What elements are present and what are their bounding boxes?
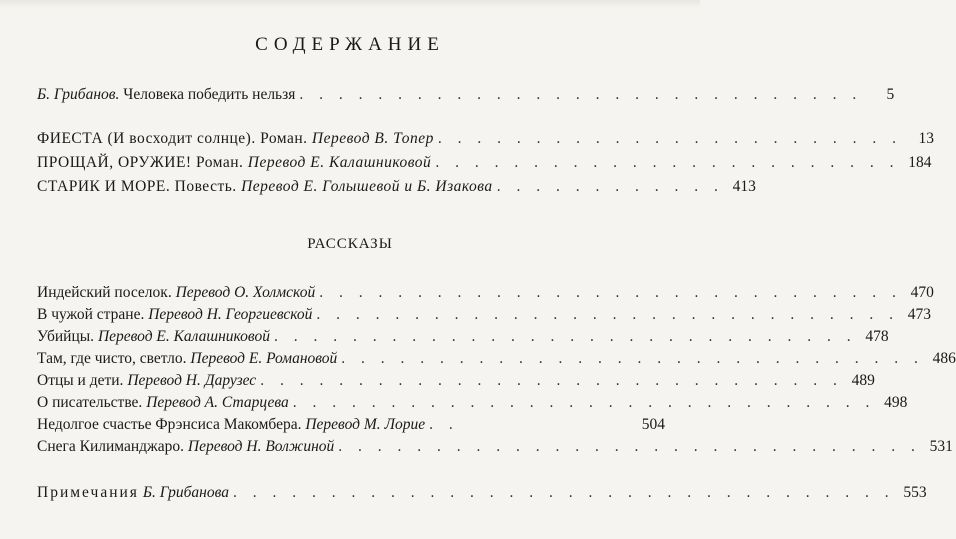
entry-text xyxy=(37,130,434,148)
entry-page: 504 xyxy=(641,416,665,433)
entry-page: 553 xyxy=(903,484,927,501)
leader-dots: . . . . . . . . . . . . . . . . . . . . . . . . . . . . . . xyxy=(316,306,900,323)
entry-title: Индейский поселок. xyxy=(37,284,172,301)
toc-entry-story[interactable] xyxy=(37,372,875,394)
leader-dots: . . . . . . . . . . . . . . . . . . . . . . . . . . . . . . xyxy=(260,372,843,389)
entry-text xyxy=(37,394,289,412)
entry-text xyxy=(37,178,493,196)
leader-dots: . . . . . . . . . . . . xyxy=(496,178,724,195)
toc-entry-story[interactable] xyxy=(37,306,932,328)
entry-translator: Перевод В. Топер xyxy=(311,130,434,147)
entry-translator: Перевод О. Холмской xyxy=(175,284,316,301)
toc-entry-story[interactable] xyxy=(37,350,956,372)
entry-title: Недолгое счастье Фрэнсиса Макомбера. xyxy=(37,416,302,433)
leader-dots: . . . . . . . . . . . . . . . . . . . . . . . . . . . . . . xyxy=(273,328,857,345)
entry-title: СТАРИК И МОРЕ. Повесть. xyxy=(37,178,237,195)
entry-text xyxy=(37,438,334,456)
toc-entry-novel[interactable] xyxy=(37,178,756,200)
entry-text xyxy=(37,372,256,390)
entry-translator: Перевод Е. Голышевой и Б. Изакова xyxy=(241,178,493,195)
toc-entry-story[interactable] xyxy=(37,416,665,438)
leader-dots: . . xyxy=(429,416,459,433)
leader-dots: . . . . . . . . . . . . . . . . . . . . . . . . . . . . . . xyxy=(319,284,902,301)
entry-translator: Перевод А. Старцева xyxy=(146,394,289,411)
entry-page: 184 xyxy=(908,154,932,171)
entry-title: Примечания xyxy=(37,484,139,501)
entry-translator: Перевод Е. Романовой xyxy=(190,350,338,367)
entry-title: Снега Килиманджаро. xyxy=(37,438,185,455)
entry-author: Б. Грибанов. xyxy=(37,86,120,103)
entry-text xyxy=(37,86,295,104)
entry-translator: Перевод Н. Георгиевской xyxy=(148,306,313,323)
toc-entry-novel[interactable] xyxy=(37,130,934,152)
entry-page: 498 xyxy=(884,394,908,411)
page-top-shadow xyxy=(0,0,700,8)
entry-text xyxy=(37,154,431,172)
leader-dots: . . . . . . . . . . . . . . . . . . . . . . . . xyxy=(435,154,900,171)
entry-translator: Перевод Н. Дарузес xyxy=(127,372,257,389)
entry-page: 478 xyxy=(865,328,889,345)
entry-title: Там, где чисто, светло. xyxy=(37,350,187,367)
leader-dots: . . . . . . . . . . . . . . . . . . . . . . . . . . . . . . xyxy=(292,394,876,411)
entry-text xyxy=(37,306,312,324)
toc-title: СОДЕРЖАНИЕ xyxy=(255,34,445,55)
entry-page: 5 xyxy=(886,86,895,103)
toc-entry-story[interactable] xyxy=(37,328,889,350)
entry-text xyxy=(37,284,315,302)
entry-text xyxy=(37,350,337,368)
toc-entry-novel[interactable] xyxy=(37,154,932,176)
entry-page: 13 xyxy=(918,130,934,147)
entry-translator: Перевод Н. Волжиной xyxy=(187,438,335,455)
entry-page: 531 xyxy=(929,438,953,455)
entry-author: Б. Грибанова xyxy=(142,484,229,501)
entry-title: ФИЕСТА (И восходит солнце). Роман. xyxy=(37,130,308,147)
entry-title: О писательстве. xyxy=(37,394,143,411)
leader-dots: . . . . . . . . . . . . . . . . . . . . . . . . . . . . . . . . . . xyxy=(232,484,895,501)
toc-entry-story[interactable] xyxy=(37,394,908,416)
entry-page: 413 xyxy=(732,178,756,195)
entry-title: ПРОЩАЙ, ОРУЖИЕ! Роман. xyxy=(37,154,244,171)
entry-title: Отцы и дети. xyxy=(37,372,124,389)
entry-page: 470 xyxy=(910,284,934,301)
entry-title: В чужой стране. xyxy=(37,306,145,323)
entry-page: 473 xyxy=(907,306,932,323)
entry-translator: Перевод Е. Калашниковой xyxy=(247,154,432,171)
toc-entry-intro[interactable] xyxy=(37,86,895,108)
entry-page: 489 xyxy=(851,372,875,389)
toc-entry-story[interactable] xyxy=(37,284,934,306)
leader-dots: . . . . . . . . . . . . . . . . . . . . . . . . . . . . . . xyxy=(341,350,924,367)
entry-title: Человека победить нельзя xyxy=(123,86,296,103)
entry-text xyxy=(37,484,229,502)
entry-translator: Перевод М. Лорие xyxy=(305,416,426,433)
toc-entry-notes[interactable] xyxy=(37,484,927,506)
entry-text xyxy=(37,416,425,434)
entry-title: Убийцы. xyxy=(37,328,95,345)
leader-dots: . . . . . . . . . . . . . . . . . . . . . . . . . . . . . xyxy=(299,86,863,103)
section-title: РАССКАЗЫ xyxy=(307,236,393,252)
entry-page: 486 xyxy=(932,350,956,367)
leader-dots: . . . . . . . . . . . . . . . . . . . . . . . . xyxy=(437,130,902,147)
toc-entry-story[interactable] xyxy=(37,438,953,460)
entry-translator: Перевод Е. Калашниковой xyxy=(97,328,270,345)
entry-text xyxy=(37,328,270,346)
leader-dots: . . . . . . . . . . . . . . . . . . . . . . . . . . . . . . xyxy=(338,438,921,455)
